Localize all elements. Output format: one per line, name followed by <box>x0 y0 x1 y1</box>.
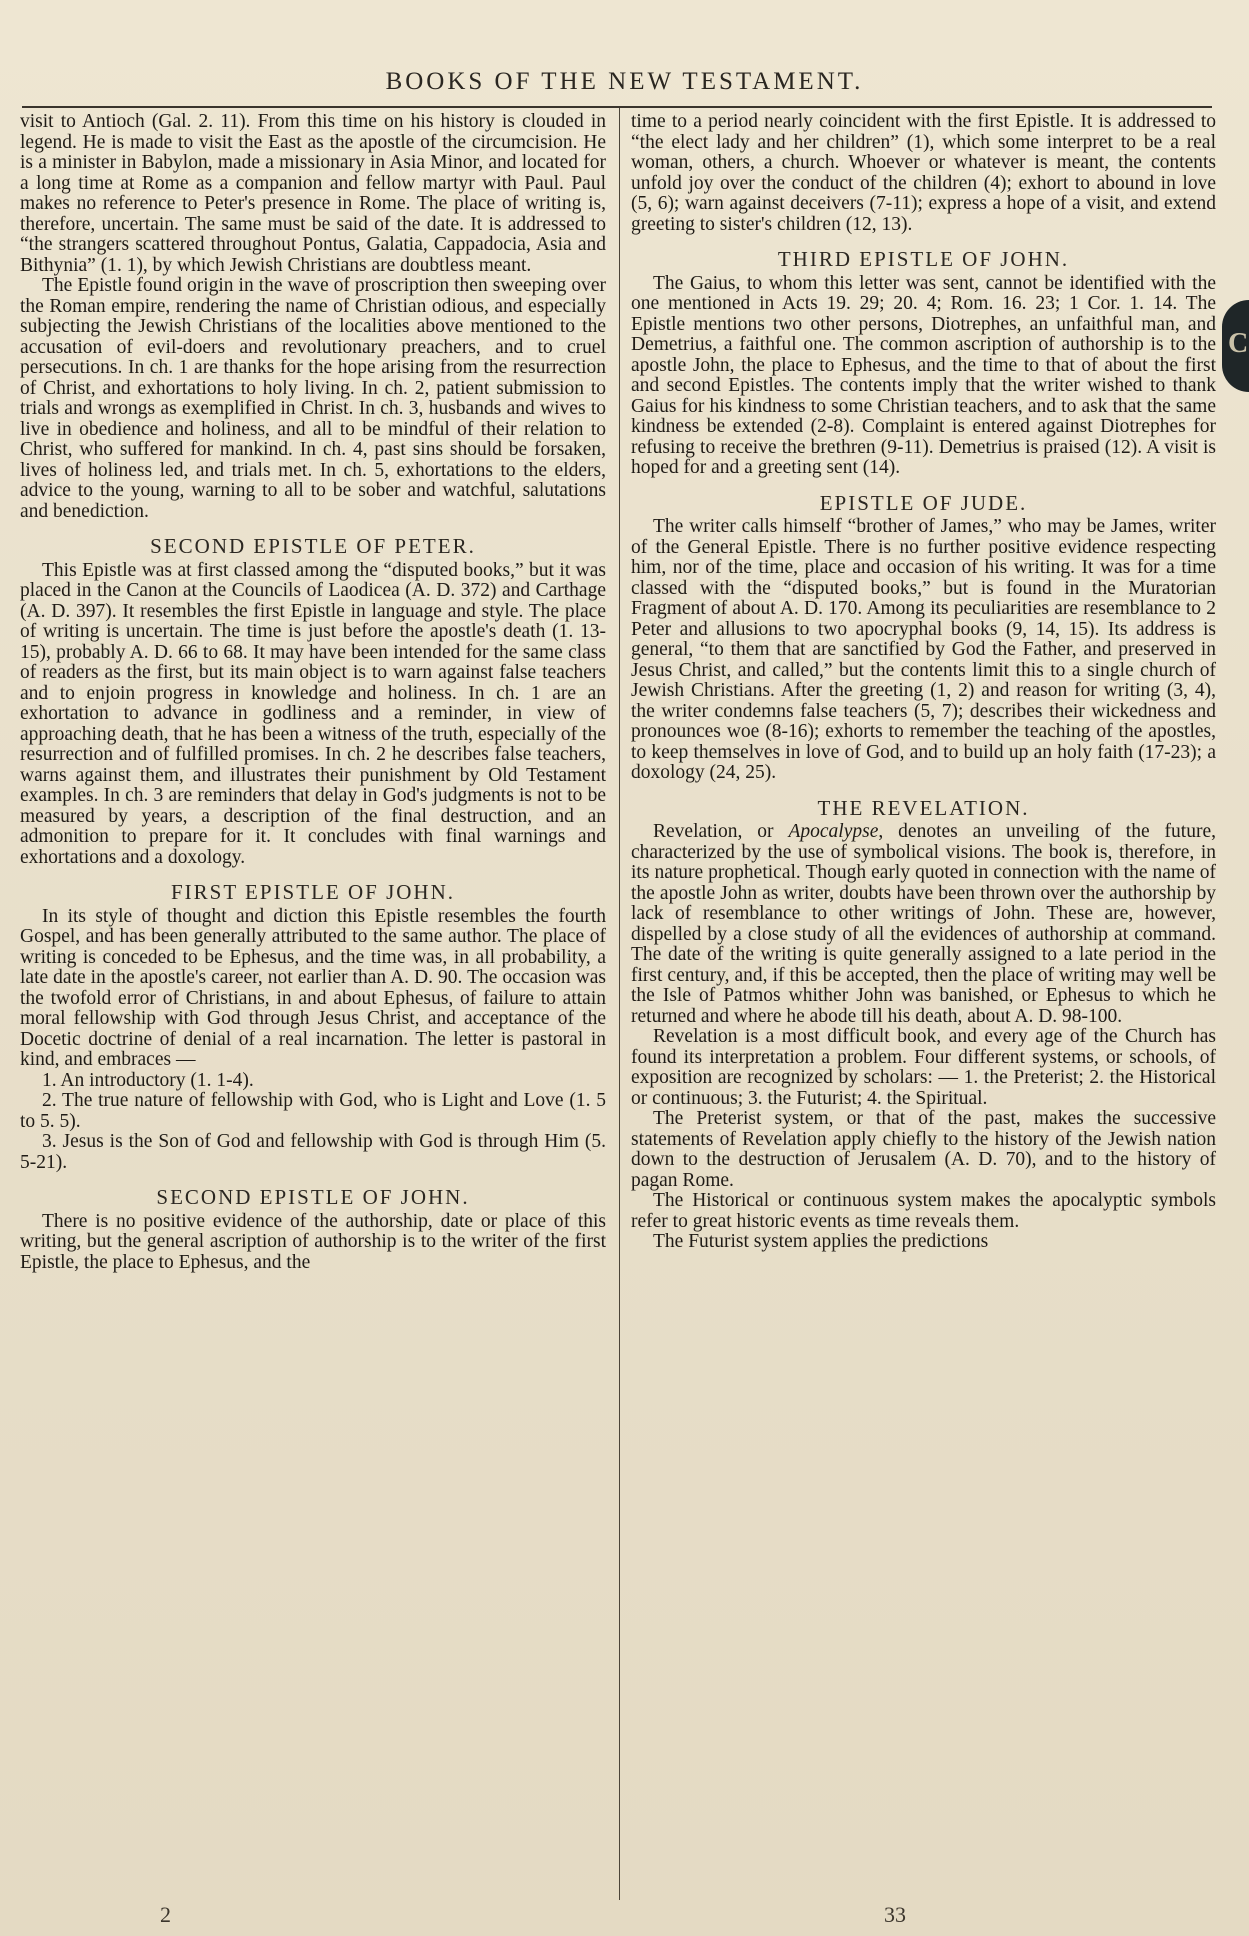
list-item: 3. Jesus is the Son of God and fellowship with God is through Him (5. 5-21). <box>20 1131 606 1173</box>
paragraph: There is no positive evidence of the authorship, date or place of this writing, but the general ascription of authorship is to the writer of the first Epistle, the place to Ephesus, and the <box>20 1210 606 1273</box>
section-heading-revelation: THE REVELATION. <box>817 795 1030 820</box>
paragraph: visit to Antioch (Gal. 2. 11). From this time on his history is clouded in legend. He is made to visit the East as the apostle of the circumcision. He is a minister in Babylon, made a missionary in Asia Minor, and located for a long time at Rome as a companion and fellow martyr with Paul. Paul makes no reference to Peter's presence in Rome. The place of writing is, therefore, uncertain. The same must be said of the date. It is addressed to “the strangers scattered throughout Pontus, Galatia, Cappadocia, Asia and Bithynia” (1. 1), by which Jewish Christians are doubtless meant. <box>20 112 606 276</box>
paragraph: The Gaius, to whom this letter was sent, cannot be identified with the one mentioned in Acts 19. 29; 20. 4; Rom. 16. 23; 1 Cor. 1. 14. The Epistle mentions two other persons, Diotrephes, an unfaithful man, and Demetrius, a faithful one. The common ascription of authorship is to the apostle John, the place to Ephesus, and the time to that of about the first and second Epistles. The contents imply that the writer wished to thank Gaius for his kindness to some Christian teachers, and to ask that the same kindness be extended (2-8). Complaint is entered against Diotrephes for refusing to receive the brethren (9-11). Demetrius is praised (12). A visit is hoped for and a greeting sent (14). <box>631 272 1216 478</box>
paragraph: The Epistle found origin in the wave of proscription then sweeping over the Roman empire, rendering the name of Christian odious, and especially subjecting the Jewish Christians of the localities above mentioned to the accusation of evil-doers and revolutionary preachers, and to cruel persecutions. In ch. 1 are thanks for the hope arising from the resurrection of Christ, and exhortations to holy living. In ch. 2, patient submission to trials and wrongs as exemplified in Christ. In ch. 3, husbands and wives to live in obedience and holiness, and all to be mindful of their relation to Christ, who suffered for mankind. In ch. 4, past sins should be forsaken, lives of holiness led, and trials met. In ch. 5, exhortations to the elders, advice to the young, warning to all to be sober and watchful, salutations and benediction. <box>20 275 606 522</box>
list-item: 1. An introductory (1. 1-4). <box>42 1069 254 1091</box>
list-item: 2. The true nature of fellowship with God, who is Light and Love (1. 5 to 5. 5). <box>20 1090 606 1132</box>
paragraph: Revelation is a most difficult book, and every age of the Church has found its interpretation a problem. Four different systems, or schools, of exposition are recognized by scholars: — 1. the Preterist; 2. the Historical or continuous; 3. the Futurist; 4. the Spiritual. <box>631 1026 1216 1109</box>
paragraph <box>631 822 1216 1027</box>
right-column <box>631 112 1216 1907</box>
paragraph: In its style of thought and diction this Epistle resembles the fourth Gospel, and has been generally attributed to the same author. The place of writing is conceded to be Ephesus, and the time was, in all probability, a late date in the apostle's career, not earlier than A. D. 90. The occasion was the twofold error of Christians, in and about Ephesus, of failure to attain moral fellowship with God through Jesus Christ, and acceptance of the Docetic doctrine of denial of a real incarnation. The letter is pastoral in kind, and embraces — <box>20 905 606 1070</box>
header-rule <box>22 106 1212 108</box>
section-heading-first-john: FIRST EPISTLE OF JOHN. <box>171 880 455 904</box>
column-divider <box>619 108 620 1900</box>
paragraph: The Preterist system, or that of the past, makes the successive statements of Revelation apply chiefly to the history of the Jewish nation down to the destruction of Jerusalem (A. D. 70), and to the history of pagan Rome. <box>631 1108 1216 1191</box>
paragraph: The Futurist system applies the predictions <box>653 1231 989 1252</box>
left-column <box>20 112 606 1907</box>
section-heading-second-john: SECOND EPISTLE OF JOHN. <box>156 1185 470 1209</box>
paragraph: The Historical or continuous system makes the apocalyptic symbols refer to great historic events as time reveals them. <box>631 1190 1216 1232</box>
folio-left: 2 <box>160 1902 171 1927</box>
paragraph: The writer calls himself “brother of James,” who may be James, writer of the General Epistle. There is no further positive evidence respecting him, nor of the time, place and occasion of his writing. It was for a time classed with the “disputed books,” but is found in the Muratorian Fragment of about A. D. 170. Among its peculiarities are resemblance to 2 Peter and allusions to two apocryphal books (9, 14, 15). Its address is general, “to them that are sanctified by God the Father, and preserved in Jesus Christ, and called,” but the contents limit this to a single church of Jewish Christians. After the greeting (1, 2) and reason for writing (3, 4), the writer condemns false teachers (5, 7); describes their wickedness and pronounces woe (8-16); exhorts to remember the teaching of the apostles, to keep themselves in love of God, and to build up an holy faith (17-23); a doxology (24, 25). <box>631 516 1216 783</box>
thumb-index-letter: C <box>1228 328 1249 359</box>
italic-term: Apocalypse <box>788 821 879 842</box>
section-heading-jude: EPISTLE OF JUDE. <box>819 490 1028 515</box>
paragraph: time to a period nearly coincident with the first Epistle. It is addressed to “the elect lady and her children” (1), which some interpret to be a real woman, others, a church. Whoever or whatever is meant, the contents unfold joy over the conduct of the children (4); exhort to abound in love (5, 6); warn against deceivers (7-11); express a hope of a visit, and extend greeting to sister's children (12, 13). <box>631 112 1216 235</box>
section-heading-second-peter: SECOND EPISTLE OF PETER. <box>150 534 476 558</box>
text-run: , denotes an unveiling of the future, characterized by the use of symbolical visions. The book is, therefore, in its nature prophetical. Though early quoted in connection with the name of the apostle John as writer, doubts have been thrown over the authorship by lack of resemblance to other writings of John. These are, however, dispelled by a close study of all the evidences of authorship at command. The date of the writing is quite generally assigned to a late period in the first century, and, if this be accepted, then the place of writing may well be the Isle of Patmos whither John was banished, or Ephesus to which he returned and where he abode till his death, about A. D. 98-100. <box>631 821 1216 1027</box>
paragraph: This Epistle was at first classed among the “disputed books,” but it was placed in the Canon at the Councils of Laodicea (A. D. 372) and Carthage (A. D. 397). It resembles the first Epistle in language and style. The place of writing is uncertain. The time is just before the apostle's death (1. 13-15), probably A. D. 66 to 68. It may have been intended for the same class of readers as the first, but its main object is to warn against false teachers and to enjoin progress in knowledge and holiness. In ch. 1 are an exhortation to advance in godliness and a reminder, in view of approaching death, that he has been a witness of the truth, especially of the resurrection and of fulfilled promises. In ch. 2 he describes false teachers, warns against them, and illustrates their punishment by Old Testament examples. In ch. 3 are reminders that delay in God's judgments is not to be measured by years, a description of the final destruction, and an admonition to prepare for it. It concludes with final warnings and exhortations and a doxology. <box>20 559 606 868</box>
running-head: BOOKS OF THE NEW TESTAMENT. <box>385 68 864 95</box>
section-heading-third-john: THIRD EPISTLE OF JOHN. <box>777 247 1070 271</box>
folio-right: 33 <box>884 1902 906 1927</box>
text-run: Revelation, or <box>653 821 789 842</box>
